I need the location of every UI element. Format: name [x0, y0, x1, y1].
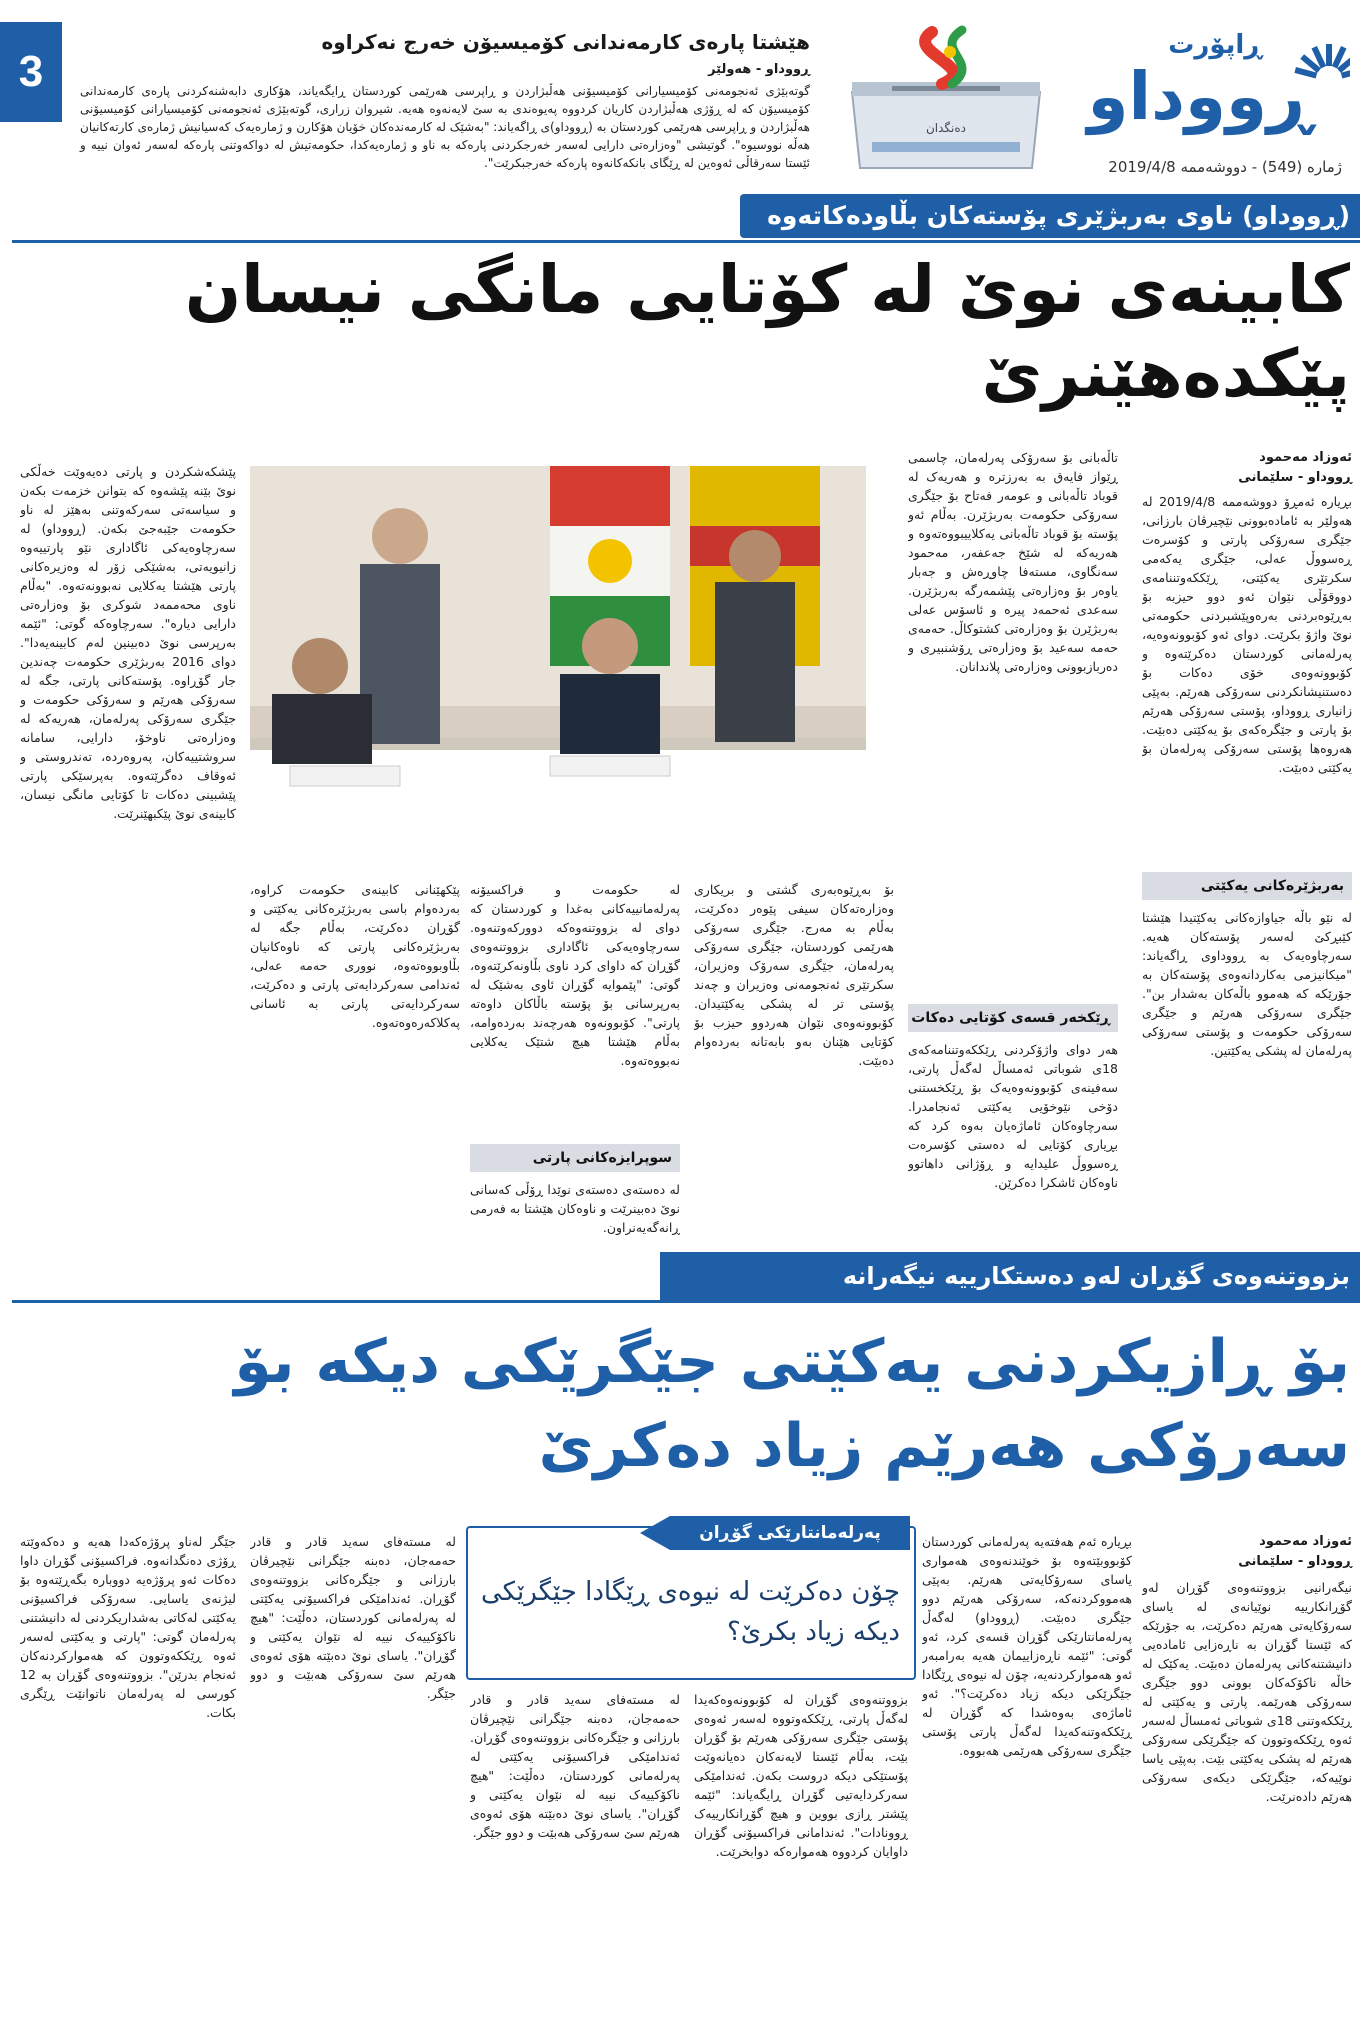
column-text: هەر دوای واژۆکردنی ڕێککەوتننامەکەی 18ی شوباتی ئەمساڵ لەگەڵ پارتی، سەفینەی کۆبوونەوەیەک بۆ ڕێکخستنی دۆخی نێوخۆیی یەکێتی ئەنجامدرا. سەرچاوەکان ئاماژەیان بەوە کرد کە بڕیاری کۆتایی لە دەستی کۆسرەت ڕەسووڵ علیدایە و ڕۆژانی داهاتوو ناوەکان ئاشکرا دەکرێن. [908, 1042, 1118, 1190]
column-text: جێگر لەناو پرۆژەکەدا هەیە و دەکەوێتە ڕۆژی دەنگدانەوە. فراکسیۆنی گۆڕان داوا دەکات ئەو پرۆژەیە دووبارە بگەڕێتەوە بۆ لیژنەی یاسایی. سەرۆکی فراکسیۆنی یەکێتی لەکاتی بەشداریکردنی لە دانیشتنی پەرلەمان گوتی: "پارتی و یەکێتی لەسەر ئەوە ڕێککەوتوون کە هەموارکردنەکان ئەنجام بدرێن". بزووتنەوەی گۆڕان بە 12 کورسی لە پەرلەمان ناتوانێت ڕێگری بکات. [20, 1534, 236, 1720]
column-text: بزووتنەوەی گۆڕان لە کۆبوونەوەکەیدا لەگەڵ پارتی، ڕێککەوتووە لەسەر ئەوەی پۆستی جێگری سەرۆکی هەرێم بۆ گۆڕان بێت، بەڵام ئێستا لایەنەکان دەیانەوێت پۆستێکی دیکە دروست بکەن. ئەندامێکی سەرکردایەتیی گۆڕان ڕایگەیاند: "ئێمە پێشتر ڕازی بووین و هیچ گۆڕانکارییەک ڕوونادات". ئەندامانی فراکسیۆنی گۆڕان داوایان کردووە هەموارەکە دوابخرێت. [694, 1692, 908, 1859]
article2-headline[interactable]: بۆ ڕازیکردنی یەکێتی جێگرێکی دیکە بۆ سەرۆکی هەرێم زیاد دەکرێ [234, 1327, 1350, 1481]
article1-column-5 [250, 880, 460, 1236]
article2-column-5 [20, 1532, 236, 2024]
article2-column-1 [1142, 1578, 1352, 2024]
article1-subhead-3: سوپرایزەکانی پارتی [470, 1144, 680, 1172]
byline-place: ڕووداو - سلێمانی [1238, 1554, 1352, 1569]
logo-wordmark: ڕووداو [1087, 58, 1312, 135]
byline-name: ئەوزاد مەحمود [1259, 450, 1352, 465]
article1-column-2b [908, 1040, 1118, 1236]
column-text: لە دەستەی دەستەی نوێدا ڕۆڵی کەسانی نوێ دەبینرێت و ناوەکان هێشتا بە فەرمی ڕانەگەیەنراون. [470, 1182, 680, 1235]
article1-subhead-2: ڕێکخەر قسەی کۆتایی دەکات [908, 1004, 1118, 1032]
article2-column-2 [922, 1532, 1132, 2024]
divider [12, 240, 1360, 243]
article2-column-4 [470, 1690, 680, 2024]
column-text: لە مستەفای سەید قادر و قادر حەمەجان، دەبنە جێگرانی نێچیرڤان بارزانی و جێگرەکانی بزووتنەوەی گۆڕان. ئەندامێکی فراکسیۆنی یەکێتی لە پەرلەمانی کوردستان، دەڵێت: "هیچ ناکۆکییەک نییە لە نێوان یەکێتی و گۆڕان". یاسای نوێ دەبێتە هۆی ئەوەی هەرێم سێ سەرۆکی هەبێت و دوو جێگر. [250, 1534, 456, 1701]
column-text: لە مستەفای سەید قادر و قادر حەمەجان، دەبنە جێگرانی نێچیرڤان بارزانی و جێگرەکانی بزووتنەوەی گۆڕان. ئەندامێکی فراکسیۆنی یەکێتی لە پەرلەمانی کوردستان، دەڵێت: "هیچ ناکۆکییەک نییە لە نێوان یەکێتی و گۆڕان". یاسای نوێ دەبێتە هۆی ئەوەی هەرێم سێ سەرۆکی هەبێت و دوو جێگر. [470, 1692, 680, 1840]
article1-column-6 [20, 462, 236, 1238]
column-text: پێشکەشکردن و پارتی دەیەوێت خەڵکی نوێ بێنە پێشەوە کە بتوانن خزمەت بکەن و سیاسەتی سەرکەوتنی بەهێز لە ناو حکومەت جێبەجێ بکەن. (ڕووداو) لە سەرچاوەیەکی ئاگاداری نێو پارتییەوە زانیویەتی، بەشێکی زۆر لە وەزیرەکانی پارتی هێشتا یەکلایی نەبوونەتەوە. "بەڵام ناوی محەممەد شوکری بۆ وەزارەتی دارایی دیارە". سەرچاوەکە گوتی: "ئێمە بەرپرسی نوێ دەبینین لەم کابینەیەدا". دوای 2016 بەربژێری حکومەت چەندین جار گۆڕاوە. پۆستەکانی پارتی، جگە لە سەرۆکی هەرێم و سەرۆکی حکومەت و جێگری سەرۆکی پەرلەمان، هەریەکە لە وەزارەتی ناوخۆ، دارایی، سامانە سروشتییەکان، پەروەردە، تەندروستی و ئەوقاف دەگرێتەوە. بەپرسێکی پارتی پێشبینی دەکات تا کۆتایی مانگی نیسان، کابینەی نوێ پێکبهێنرێت. [20, 464, 236, 821]
column-text: تاڵەبانی بۆ سەرۆکی پەرلەمان، چاسمی ڕێواز فایەق بە بەرزترە و هەریەک لە قوباد تاڵەبانی و عومەر فەتاح بۆ جێگری سەرۆکی حکومەت بەربژێرن. بەڵام ئەو پۆستە بۆ قوباد تاڵەبانی یەکلاییبووەتەوە و هەریەکە لە شێخ جەعفەر، مەحمود سەنگاوی، مستەفا چاوڕەش و جەبار یاوەر بۆ وەزارەتی پێشمەرگە بەربژێرن. سەعدی ئەحمەد پیرە و ئاسۆس عەلی بەربژێرن بۆ وەزارەتی کشتوکاڵ. حەمەی حەمە سەعید بۆ وەزارەتی ڕۆشنبیری و دەربازبوونی وەزارەتی پلاندانان. [908, 450, 1118, 674]
pull-quote-label: پەرلەمانتارێکی گۆڕان [670, 1516, 910, 1550]
section-label: ڕاپۆرت [1168, 30, 1262, 60]
column-text: بۆ بەڕێوەبەری گشتی و بریکاری وەزارەتەکان سیفی پێوەر دەکرێت، بەڵام بە مەرج. جێگری سەرۆکی هەرێمی کوردستان، جێگری سەرۆکی پەرلەمان، جێگری سەرۆک وەزیران، سکرتێری ئەنجومەنی وەزیران و چەند پۆستی تر لە پشکی یەکێتیدان. کۆبوونەوەی نێوان هەردوو حیزب بۆ کۆتایی هێنان بەو بابەتانە بەردەوام دەبێت. [694, 882, 894, 1068]
teaser-byline: ڕووداو - هەولێر [708, 62, 810, 77]
label-arrow-icon [640, 1516, 670, 1550]
article1-column-3 [694, 880, 894, 1236]
photo-signing-ceremony [250, 466, 866, 868]
article2-byline [1142, 1532, 1352, 1572]
article2-column-3 [694, 1690, 908, 2024]
column-text: پێکهێنانی کابینەی حکومەت کراوە، بەردەوام باسی بەربژێرەکانی یەکێتی و گۆڕان دەکرێت، بەڵام جگە لە بەربژێرەکانی پارتی کە ناوەکانیان بڵاوبووەتەوە، نووری حەمە عەلی، ئەندامی سەرکردایەتی پارتی و دەکرێت، سەرکردایەتی پارتی بە ئاسانی پەکلاکەرەوەتەوە. [250, 882, 460, 1030]
teaser-title[interactable]: هێشتا پارەی کارمەندانی کۆمیسیۆن خەرج نەکراوە [321, 30, 810, 54]
byline-name: ئەوزاد مەحمود [1259, 1534, 1352, 1549]
column-text: نیگەرانیی بزووتنەوەی گۆڕان لەو گۆڕانکارییە نوێیانەی لە یاسای سەرۆکایەتی هەرێم دەکرێت، بە جۆرێکە کە ئێستا گۆڕان بە ناڕەزایی ئامادەیی دانیشتنەکانی پەرلەمان دەبێت. یەکێک لە خاڵە ناکۆکەکان بوونی دوو جێگری سەرۆکی هەرێمە. پارتی و یەکێتی لە ڕێککەوتنی 18ی شوباتی ئەمساڵ لەسەر ئەوە ڕێککەوتوون کە جێگرێکی سەرۆکی هەرێم لە پشکی یەکێتی بێت. بەپێی یاسا نوێیەکە، جێگرێکی دیکەی سەرۆکی هەرێم دادەنرێت. [1142, 1580, 1352, 1804]
article1-column-2 [908, 448, 1118, 988]
column-text: بڕیارە ئەمڕۆ دووشەممە 2019/4/8 لە هەولێر بە ئامادەبوونی نێچیرڤان بارزانی، جێگری سەرۆکی پارتی و کۆسرەت ڕەسووڵ عەلی، جێگری یەکەمی سکرتێری یەکێتی، ڕێککەوتننامەی دووقۆڵی نێوان ئەو دوو حیزبە بۆ بەڕێوەبردنی بەرەوپێشبردنی حکومەتی نوێ واژۆ بکرێت. دوای ئەو کۆبوونەوەیە، پەرلەمانی کوردستان دەکرێتەوە و کۆبوونەوەی خۆی دەکات بۆ دەستنیشانکردنی سەرۆکی هەرێم. بەپێی زانیاری ڕووداو، پۆستی سەرۆکی هەرێم بۆ پارتی و جێگرەکەی بۆ یەکێتی دەبێت. هەروەها پۆستی سەرۆکی پەرلەمان بۆ یەکێتی دەبێت. [1142, 494, 1352, 775]
page-number: 3 [0, 22, 62, 122]
article1-column-1b [1142, 908, 1352, 1238]
article2-column-4b [250, 1532, 456, 2024]
column-text: بڕیارە ئەم هەفتەیە پەرلەمانی کوردستان کۆبووبێتەوە بۆ خوێندنەوەی هەمواری یاسای سەرۆکایەتی هەرێم. بەپێی هەمووکردنەکە، سەرۆکی هەرێم دوو جێگری دەبێت. (ڕووداو) لەگەڵ پەرلەمانتارێکی گۆڕان قسەی کرد، ئەو گوتی: "ئێمە ناڕەزاییمان هەیە بەرامبەر ئەو هەموارکردنەیە، چۆن لە نیوەی ڕێگادا جێگرێکی دیکە زیاد دەکرێت؟". ئەو ئاماژەی بەوەشدا کە گۆڕان لە ڕێککەوتنەکەیدا لەگەڵ پارتی پۆستی جێگری سەرۆکی هەرێمی هەبووە. [922, 1534, 1132, 1758]
article1-kicker: (ڕووداو) ناوی بەربژێری پۆستەکان بڵاودەکاتەوە [767, 201, 1350, 230]
issue-info: ژمارە (549) - دووشەممە 2019/4/8 [1108, 158, 1342, 176]
article1-byline [1142, 448, 1352, 488]
article1-headline[interactable]: کابینەی نوێ لە کۆتایی مانگی نیسان پێکدەهێنرێ [184, 251, 1350, 412]
article1-column-4b [470, 1180, 680, 1236]
article2-kicker: بزووتنەوەی گۆڕان لەو دەستکارییە نیگەرانە [842, 1262, 1350, 1290]
teaser-body: گوتەبێژی ئەنجومەنی کۆمیسیارانی کۆمیسیۆنی هەڵبژاردن و ڕاپرسی هەرێمی کوردستان ڕایگەیاند، هۆکاری دابەشنەکردنی پارەی کارمەندانی کۆمیسیۆن کە لە ڕۆژی هەڵبژاردن کاریان کردووە پەیوەندی بە سێ لایەنەوە هەیە. شیروان زراری، گوتەبێژی ئەنجومەنی کۆمیسیارانی کۆمیسیۆنی هەڵبژاردن و ڕاپرسی هەرێمی کوردستان بە (ڕووداو)ی ڕاگەیاند: "بەشێک لە کارمەندەکان خۆیان هۆکارن و ژمارەیەک کەسیانیش ژمارەی کارتەکانیان هەڵە نووسیوە". گوتیشی "وەزارەتی دارایی لەسەر خەرجکردنی پارەکە بە ناو و ژمارەیەکدا، حکومەتیش لە دواکەوتنی پارەکە لەسەر ئەوان نییە و ئێستا سەرقاڵی ئەوەین لە ڕێگای بانکەکانەوە پارەکە خەرجبکرێت". [80, 84, 810, 170]
byline-place: ڕووداو - سلێمانی [1238, 470, 1352, 485]
ballot-label: ده‌نگدان [925, 121, 967, 135]
article1-column-1 [1142, 492, 1352, 864]
article1-column-4 [470, 880, 680, 1130]
column-text: لە حکومەت و فراکسیۆنە پەرلەمانییەکانی بەغدا و کوردستان کە دوای لە بزووتنەوەکە دوورکەوتنەوە. سەرچاوەیەکی ئاگاداری بزووتنەوەی گۆڕان کە داوای کرد ناوی بڵاونەکرێتەوە، گوتی: "پێموایە گۆڕان ئاوی بەشێک لە بەرپرسانی بۆ پۆستە باڵاکان داوەتە پارتی". کۆبوونەوە هەرچەند بەردەوامە، بەڵام هێشتا هیچ شتێک یەکلایی نەبووەتەوە. [470, 882, 680, 1068]
column-text: لە نێو باڵە جیاوازەکانی یەکێتیدا هێشتا کێبڕکێ لەسەر پۆستەکان هەیە. سەرچاوەیەک بە ڕووداوی ڕاگەیاند: "میکانیزمی بەکاردانەوەی پۆستەکان بە جۆرێکە کە هەموو باڵەکان بەشدار بن". جێگری سەرۆکی هەرێم و جێگری سەرۆکی حکومەت و پۆستی سەرۆکی پەرلەمان لە پشکی یەکێتین. [1142, 910, 1352, 1058]
ballot-box-icon [832, 22, 1060, 172]
article1-subhead-1: بەربژێرەکانی یەکێتی [1142, 872, 1352, 900]
divider [12, 1300, 1360, 1303]
pull-quote-text: چۆن دەکرێت لە نیوەی ڕێگادا جێگرێکی دیکە زیاد بکرێ؟ [480, 1577, 900, 1647]
